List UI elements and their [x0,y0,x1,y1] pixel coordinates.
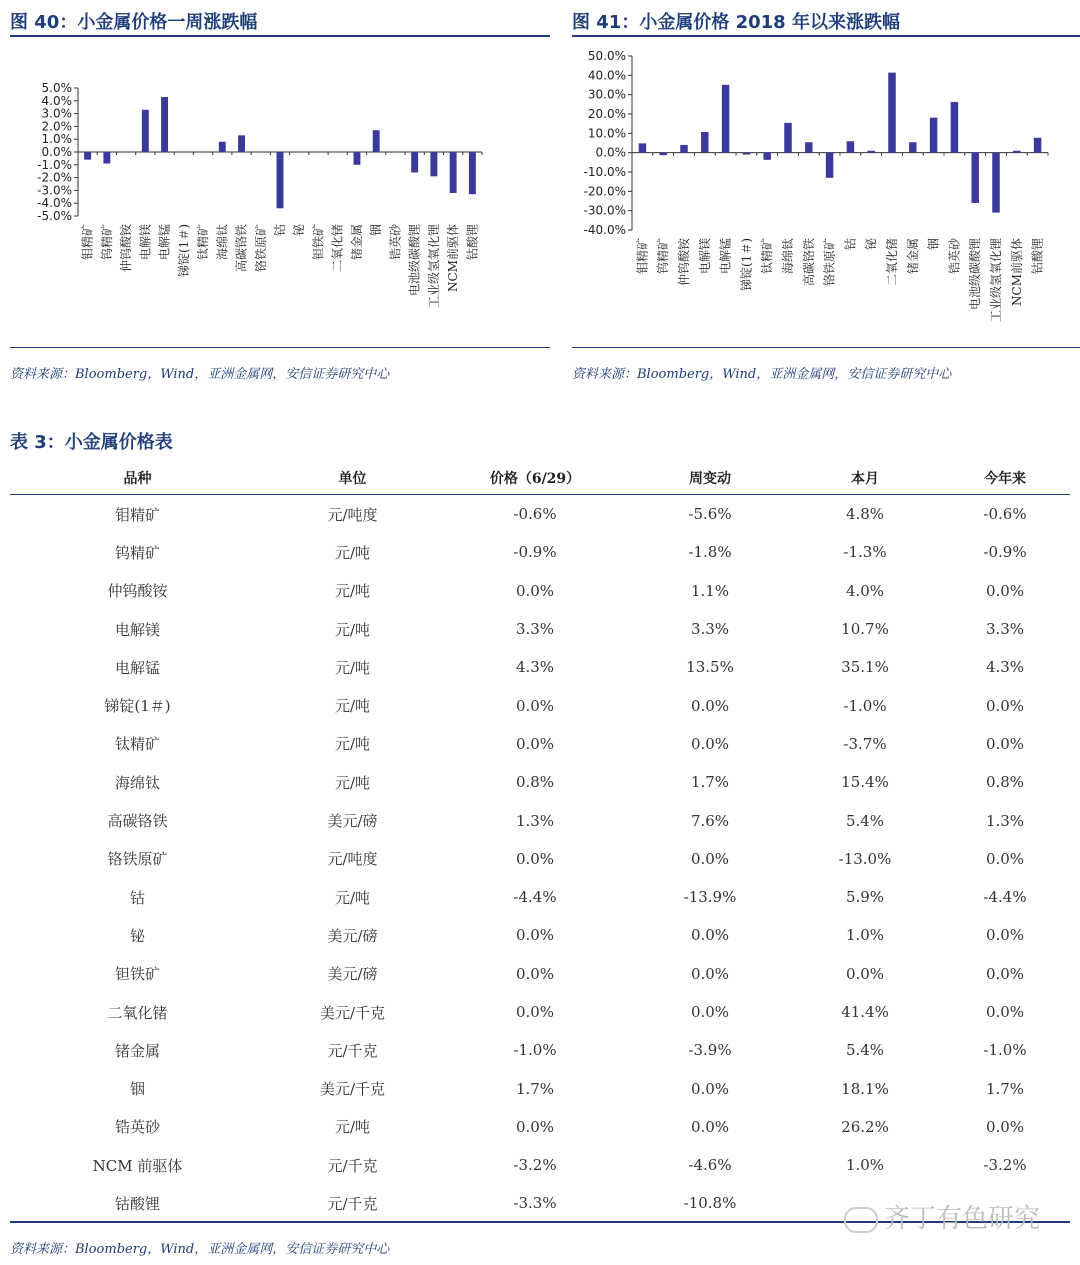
table-cell: 钴 [129,888,145,907]
x-category-label: 钽铁矿 [311,224,326,261]
y-tick-label: -5.0% [37,209,72,223]
table-cell: 美元/磅 [327,926,378,945]
x-category-label: 铬铁原矿 [822,238,837,287]
table-cell: 3.3% [515,620,555,639]
figure-41-top-rule [572,35,1080,37]
y-tick-label: 30.0% [587,87,626,102]
chart-bar [680,145,687,153]
table-cell: 锑锭(1＃) [104,697,171,716]
table-row [10,495,1070,534]
chart-bar [1013,151,1020,153]
chart-bar [784,123,791,153]
table-cell: -13.0% [838,849,892,868]
table-cell: -3.2% [513,1156,557,1175]
table-cell: -1.8% [688,543,732,562]
x-category-label: 锗金属 [349,224,364,261]
table-cell: -1.0% [983,1041,1027,1060]
y-tick-label: -30.0% [583,203,626,218]
chart-bar [826,153,833,178]
chart-bar [469,152,476,194]
table-cell: 元/吨度 [327,850,378,869]
x-category-label: 铬铁原矿 [253,224,268,273]
x-category-label: 钴 [273,224,287,237]
chart-bar [743,153,750,155]
table-cell: 0.0% [690,696,730,715]
table-cell: 元/吨 [334,773,371,792]
y-tick-label: -10.0% [583,165,626,179]
chart-bar [103,152,110,164]
table-cell: 元/千克 [327,1041,378,1060]
y-tick-label: 50.0% [587,49,626,63]
table-cell: 41.4% [841,1003,889,1021]
chart-bar [430,152,437,176]
table-cell: -3.7% [843,734,887,753]
x-category-label: 高碳铬铁 [234,224,249,273]
table-cell: NCM 前驱体 [92,1156,183,1175]
table-cell: 钼精矿 [114,505,160,524]
x-category-label: 锆英砂 [947,238,962,275]
table-header-cell: 本月 [790,462,940,495]
table-cell: 元/吨 [334,658,371,677]
table-cell: 5.4% [845,811,885,830]
chart-bar [84,152,91,160]
table-cell: 1.7% [690,773,730,792]
y-tick-label: 1.0% [41,132,72,147]
table-cell: 0.0% [690,734,730,753]
table-row [10,878,1070,916]
table-cell: 美元/千克 [319,1003,386,1022]
chart-bar [450,152,457,193]
x-category-label: 工业级氢氧化锂 [989,238,1003,323]
table-cell: 18.1% [841,1079,889,1098]
table-cell: -0.6% [513,505,557,524]
table-cell: 0.0% [690,1079,730,1098]
x-category-label: 电解锰 [157,224,172,261]
x-category-label: 锗金属 [905,238,920,275]
chart-bar [722,85,729,153]
chart-bar [971,153,978,203]
table-cell: 电解锰 [114,658,160,677]
table-cell: -1.0% [843,696,887,715]
figure-41-bottom-rule [572,347,1080,348]
table-cell: -1.3% [843,543,887,562]
table-cell: 0.0% [515,849,555,868]
table-cell: 锆英砂 [114,1118,160,1137]
y-tick-label: 10.0% [587,126,626,141]
table-cell: 0.0% [985,1003,1025,1021]
table-cell: 海绵钛 [114,773,160,792]
table-cell: 0.0% [515,734,555,753]
x-category-label: 二氧化锗 [885,238,899,287]
table-cell: -4.6% [688,1156,732,1175]
table-cell: 元/吨 [334,888,371,907]
table-cell: 5.4% [845,1041,885,1060]
chart-bar [1034,138,1041,153]
chart-bar [805,142,812,152]
table-row [10,801,1070,839]
table-cell: 元/千克 [327,1194,378,1213]
y-tick-label: 20.0% [587,107,626,121]
chart-bar [951,102,958,153]
chart-bar [847,141,854,152]
table-cell: 铟 [129,1080,145,1099]
x-category-label: 二氧化锗 [330,224,345,273]
table-header-cell: 今年来 [940,462,1070,495]
table-row [10,533,1070,571]
y-tick-label: -40.0% [583,223,626,237]
table-cell: 钴酸锂 [114,1194,160,1213]
table-cell: 二氧化锗 [107,1003,168,1022]
chart-bar [888,73,895,153]
table-row [10,686,1070,724]
watermark [844,1198,1040,1235]
chart-bar [701,132,708,153]
table-cell: 0.0% [515,1117,555,1136]
x-category-label: 电解镁 [138,224,153,261]
table-cell: 美元/千克 [319,1080,386,1099]
y-tick-label: 4.0% [41,93,72,108]
table-cell: -3.9% [688,1041,732,1060]
table-cell: -3.3% [513,1194,557,1213]
figure-40 [10,0,550,400]
table-cell: 0.0% [690,1117,730,1136]
table-cell: 7.6% [690,811,730,830]
table-row [10,1108,1070,1146]
x-category-label: 仲钨酸铵 [677,238,691,287]
table-cell: 0.0% [690,964,730,983]
y-tick-label: -20.0% [583,184,626,199]
x-category-label: 钨精矿 [656,238,671,275]
table-cell: -10.8% [683,1194,737,1213]
table-row [10,725,1070,763]
y-tick-label: -3.0% [37,183,72,198]
table-row [10,916,1070,954]
y-tick-label: -4.0% [37,196,72,211]
chart-bar [373,130,380,152]
y-tick-label: -2.0% [37,170,72,185]
x-category-label: 钛精矿 [196,224,211,261]
figure-40-bottom-rule [10,347,550,348]
x-category-label: 电池级碳酸锂 [407,224,422,297]
y-tick-label: 0.0% [595,145,626,160]
table-cell: 元/吨 [334,620,371,639]
table-cell: -4.4% [513,888,557,907]
table-3-body [10,495,1070,1223]
x-category-label: 锆英砂 [388,224,403,261]
x-category-label: 工业级氢氧化锂 [426,224,441,309]
table-3-title: 表 3：小金属价格表 [10,432,173,453]
table-cell: 钛精矿 [114,735,160,754]
table-cell: 0.0% [845,964,885,983]
table-cell: 4.3% [515,658,555,677]
table-cell: 0.0% [690,849,730,868]
chart-bar [219,142,226,152]
table-cell: 元/千克 [327,1156,378,1175]
table-cell: 0.0% [690,1003,730,1021]
table-cell: 高碳铬铁 [107,812,168,831]
table-cell: 元/吨度 [327,505,378,524]
table-row [10,763,1070,801]
chart-bar [161,97,168,152]
table-cell: 4.8% [845,505,885,524]
table-cell: 0.0% [985,734,1025,753]
table-cell: 电解镁 [114,620,160,639]
table-3-source: 资料来源：Bloomberg，Wind，亚洲金属网，安信证券研究中心 [10,1242,390,1257]
x-category-label: 钛精矿 [760,238,775,275]
table-cell: 15.4% [841,773,889,792]
chart-bar [142,110,149,152]
table-cell: 钨精矿 [114,543,160,562]
chart-bar [930,118,937,153]
chart-bar [238,135,245,152]
x-category-label: 海绵钛 [781,238,795,275]
table-cell: 3.3% [690,620,730,639]
table-cell: 5.9% [845,888,885,907]
table-cell: 0.0% [985,849,1025,868]
y-tick-label: 5.0% [41,81,72,95]
table-row [10,572,1070,610]
table-cell: 0.0% [515,696,555,715]
table-cell: 元/吨 [334,543,371,562]
table-cell: 1.1% [690,581,730,600]
figure-41-source: 资料来源：Bloomberg，Wind，亚洲金属网，安信证券研究中心 [572,367,952,382]
wechat-icon [844,1207,878,1233]
table-cell: 0.0% [515,964,555,983]
table-cell: 美元/磅 [327,965,378,984]
x-category-label: NCM前驱体 [446,224,461,292]
table-cell: 0.0% [985,926,1025,945]
table-cell: 4.3% [985,658,1025,677]
table-cell: 1.3% [985,811,1025,830]
y-tick-label: 3.0% [41,106,72,121]
table-header-cell: 品种 [10,462,265,495]
table-cell: 元/吨 [334,1118,371,1137]
table-row [10,1069,1070,1107]
chart-bar [411,152,418,172]
table-cell: 美元/磅 [327,812,378,831]
table-cell: 0.8% [985,773,1025,792]
chart-bar [659,153,666,156]
table-cell: 锗金属 [114,1041,160,1060]
y-tick-label: 2.0% [41,119,72,134]
table-cell: 1.3% [515,811,555,830]
x-category-label: 铟 [369,224,384,237]
x-category-label: NCM前驱体 [1009,238,1024,306]
table-row [10,955,1070,993]
table-row [10,610,1070,648]
x-category-label: 钴酸锂 [1030,238,1045,275]
table-row [10,1146,1070,1184]
chart-bar [353,152,360,165]
table-cell: 1.0% [845,1156,885,1175]
table-cell: 0.0% [985,696,1025,715]
table-cell: 0.0% [690,926,730,945]
table-cell: -0.9% [513,543,557,562]
table-cell: 0.0% [985,581,1025,600]
x-category-label: 仲钨酸铵 [119,224,134,273]
x-category-label: 钼精矿 [635,238,650,275]
y-tick-label: 40.0% [587,68,626,83]
figure-40-top-rule [10,35,550,37]
table-cell: 铬铁原矿 [107,850,168,869]
x-category-label: 钴 [843,238,858,251]
chart-bar [763,153,770,160]
table-cell: 13.5% [686,658,734,677]
x-category-label: 海绵钛 [215,224,230,261]
table-row [10,1031,1070,1069]
table-cell: 10.7% [841,620,889,639]
table-cell: 0.8% [515,773,555,792]
y-tick-label: -1.0% [37,157,72,172]
table-cell: 铋 [129,926,145,945]
table-cell: -0.6% [983,505,1027,524]
x-category-label: 铟 [926,238,941,251]
table-cell: 元/吨 [334,735,371,754]
x-category-label: 钨精矿 [99,224,114,261]
table-cell: -0.9% [983,543,1027,562]
x-category-label: 电解镁 [697,238,712,275]
x-category-label: 电解锰 [718,238,733,275]
x-category-label: 高碳铬铁 [801,238,816,287]
table-cell: 0.0% [985,964,1025,983]
table-row [10,648,1070,686]
table-cell: 0.0% [985,1117,1025,1136]
table-cell: 仲钨酸铵 [107,582,168,601]
table-cell: 26.2% [841,1117,889,1136]
table-cell: 0.0% [515,581,555,600]
x-category-label: 铋 [864,238,879,251]
table-cell: 元/吨 [334,582,371,601]
table-cell: 35.1% [841,658,889,677]
chart-bar [639,143,646,152]
table-cell: 元/吨 [334,697,371,716]
x-category-label: 钴酸锂 [465,224,480,261]
figure-41-chart [572,38,1080,338]
x-category-label: 电池级碳酸锂 [968,238,983,311]
watermark-text: 齐丁有色研究 [883,1204,1040,1234]
chart-bar [277,152,284,208]
table-header-cell: 周变动 [630,462,790,495]
table-cell: 1.7% [985,1079,1025,1098]
figure-41-title: 图 41：小金属价格 2018 年以来涨跌幅 [572,12,900,33]
table-cell: -5.6% [688,505,732,524]
table-cell: 1.7% [515,1079,555,1098]
figure-40-source: 资料来源：Bloomberg，Wind，亚洲金属网，安信证券研究中心 [10,367,390,382]
table-row [10,993,1070,1031]
table-header-cell: 价格（6/29） [440,462,630,495]
table-cell: -3.2% [983,1156,1027,1175]
x-category-label: 铋 [292,224,307,237]
table-3-header [10,462,1070,495]
x-category-label: 钼精矿 [80,224,95,261]
table-cell: 3.3% [985,620,1025,639]
chart-bar [992,153,999,213]
table-3 [10,462,1070,1223]
table-cell: -4.4% [983,888,1027,907]
table-header-cell: 单位 [265,462,440,495]
x-category-label: 锑锭(1＃) [739,238,754,291]
figure-40-chart [10,38,550,338]
table-cell: 0.0% [515,1003,555,1021]
table-cell: 1.0% [845,926,885,945]
chart-bar [867,151,874,153]
figure-40-title: 图 40：小金属价格一周涨跌幅 [10,12,258,33]
y-tick-label: 0.0% [41,145,72,159]
table-cell: 钽铁矿 [114,965,160,984]
x-category-label: 锑锭(1＃) [176,224,191,277]
chart-bar [909,142,916,152]
table-cell: 4.0% [845,581,885,600]
figure-41 [572,0,1080,400]
table-cell: -1.0% [513,1041,557,1060]
table-cell: -13.9% [683,888,737,907]
table-row [10,840,1070,878]
table-cell: 0.0% [515,926,555,945]
